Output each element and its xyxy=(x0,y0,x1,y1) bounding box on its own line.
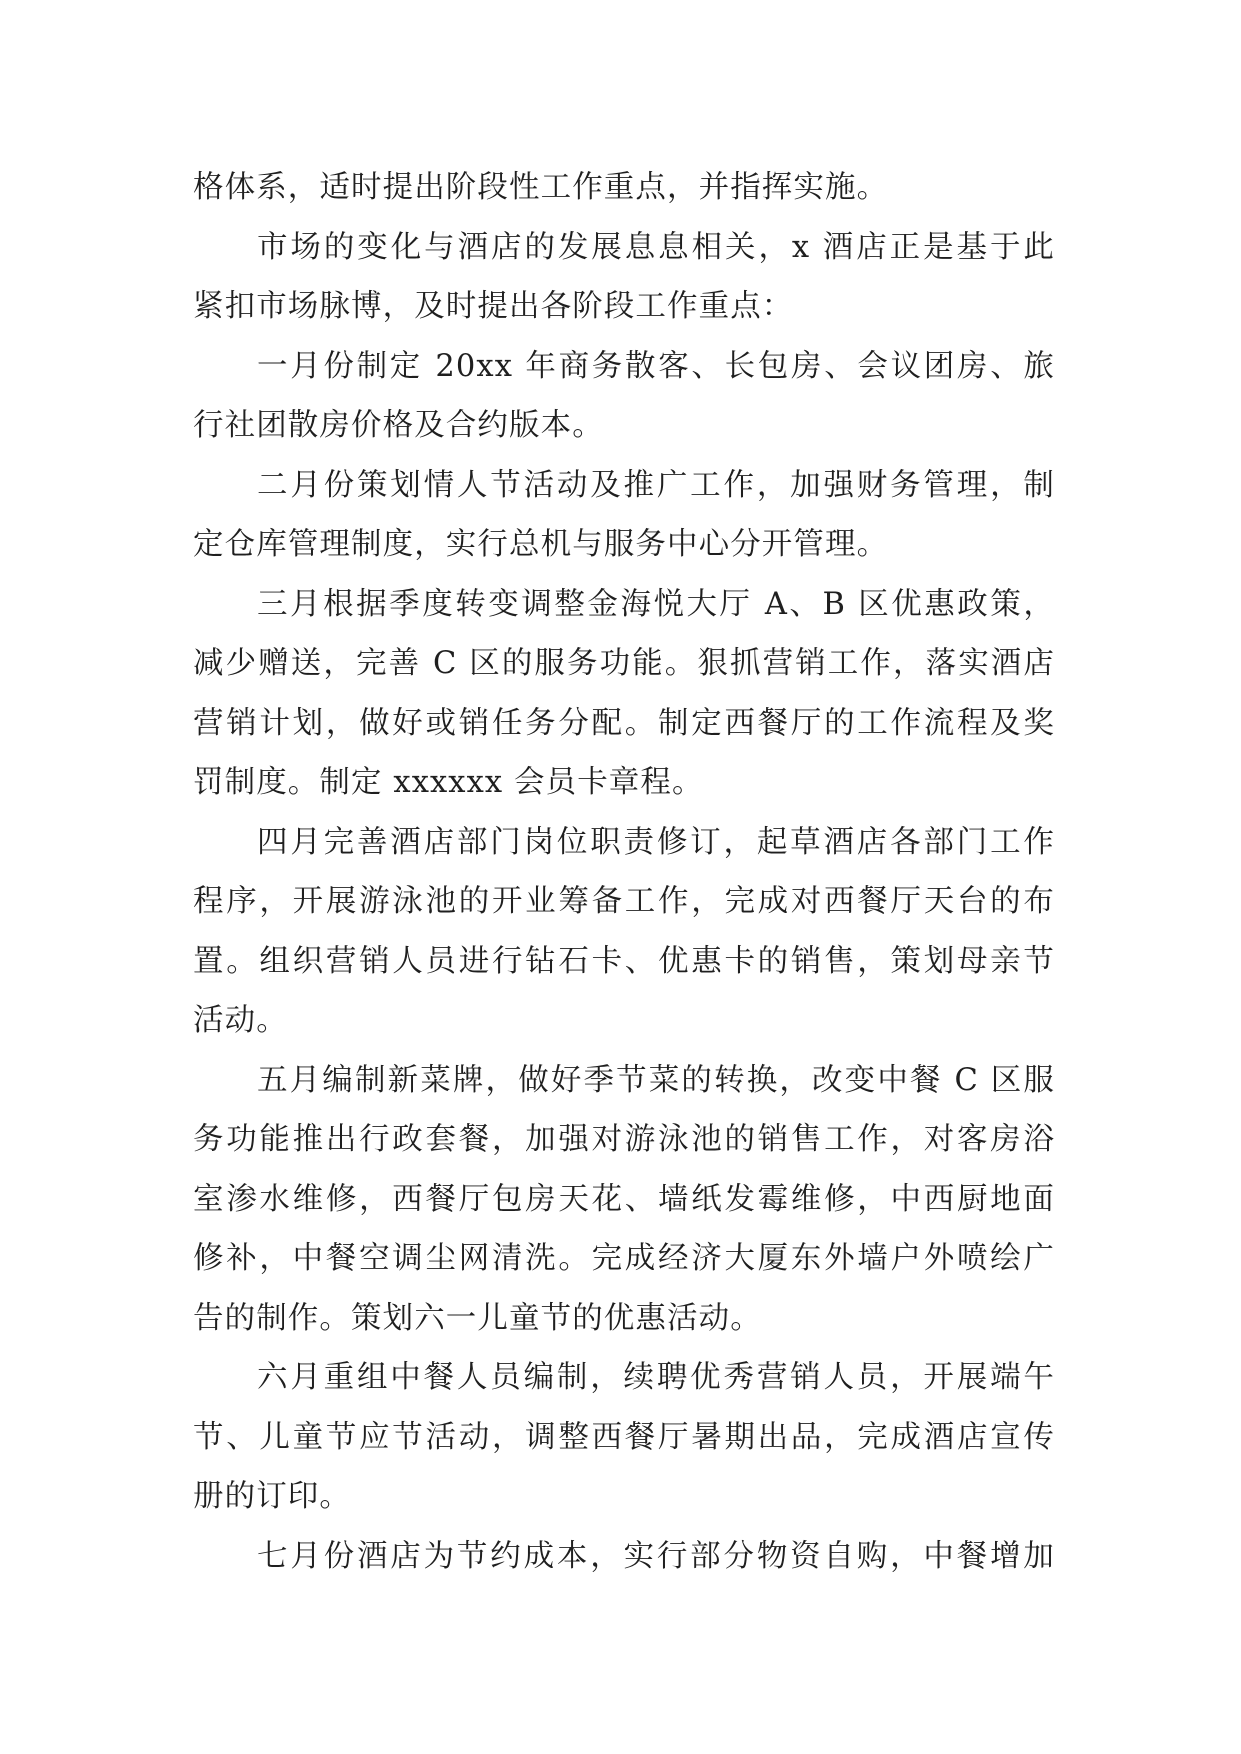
text-line: 市场的变化与酒店的发展息息相关，x 酒店正是基于此 xyxy=(257,229,1055,265)
text-line: 定仓库管理制度，实行总机与服务中心分开管理。 xyxy=(193,527,889,562)
text-line: 五月编制新菜牌，做好季节菜的转换，改变中餐 C 区服 xyxy=(257,1062,1055,1098)
text-line: 置。组织营销人员进行钻石卡、优惠卡的销售，策划母亲节 xyxy=(193,943,1055,979)
text-line: 三月根据季度转变调整金海悦大厅 A、B 区优惠政策， xyxy=(257,586,1055,622)
text-line: 七月份酒店为节约成本，实行部分物资自购，中餐增加 xyxy=(257,1538,1055,1574)
text-line: 室渗水维修，西餐厅包房天花、墙纸发霉维修，中西厨地面 xyxy=(193,1181,1055,1217)
text-line: 行社团散房价格及合约版本。 xyxy=(193,408,604,443)
text-line: 修补，中餐空调尘网清洗。完成经济大厦东外墙户外喷绘广 xyxy=(193,1241,1055,1276)
text-line: 务功能推出行政套餐，加强对游泳池的销售工作，对客房浴 xyxy=(193,1122,1055,1157)
text-line: 格体系，适时提出阶段性工作重点，并指挥实施。 xyxy=(193,170,889,205)
text-line: 罚制度。制定 xxxxxx 会员卡章程。 xyxy=(193,765,704,800)
text-line: 程序，开展游泳池的开业筹备工作，完成对西餐厅天台的布 xyxy=(193,884,1055,919)
text-line: 一月份制定 20xx 年商务散客、长包房、会议团房、旅 xyxy=(257,348,1055,384)
text-line: 节、儿童节应节活动，调整西餐厅暑期出品，完成酒店宣传 xyxy=(193,1419,1055,1455)
text-line: 活动。 xyxy=(193,1003,288,1038)
text-line: 减少赠送，完善 C 区的服务功能。狠抓营销工作，落实酒店 xyxy=(193,646,1055,681)
document-body xyxy=(193,158,1055,1586)
text-line: 营销计划，做好或销任务分配。制定西餐厅的工作流程及奖 xyxy=(193,705,1055,741)
text-line: 告的制作。策划六一儿童节的优惠活动。 xyxy=(193,1300,762,1336)
text-line: 二月份策划情人节活动及推广工作，加强财务管理，制 xyxy=(257,467,1055,503)
text-line: 六月重组中餐人员编制，续聘优秀营销人员，开展端午 xyxy=(257,1360,1055,1395)
text-line: 册的订印。 xyxy=(193,1479,351,1514)
text-line: 四月完善酒店部门岗位职责修订，起草酒店各部门工作 xyxy=(257,824,1055,860)
text-line: 紧扣市场脉博，及时提出各阶段工作重点： xyxy=(193,289,794,324)
